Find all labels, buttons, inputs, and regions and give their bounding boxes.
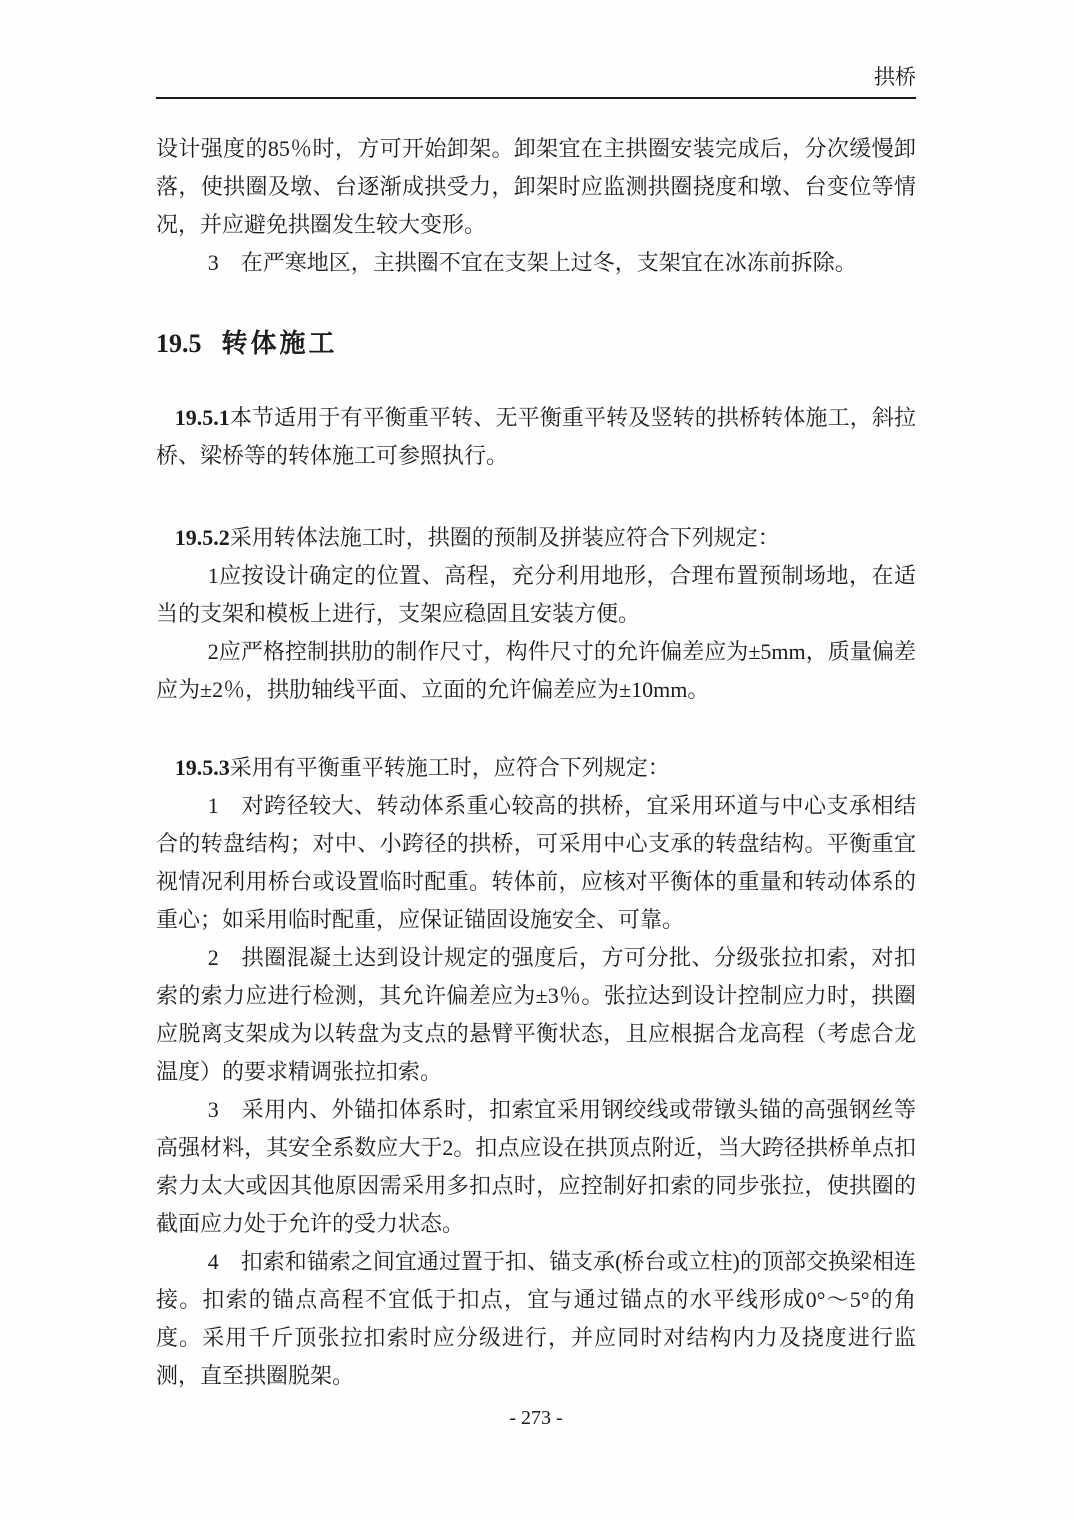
clause-19-5-3 (156, 749, 916, 787)
page-header (156, 0, 916, 97)
clause-19-5-2-number: 19.5.2 (174, 525, 230, 550)
clause-19-5-2-item-1: 1应按设计确定的位置、高程，充分利用地形，合理布置预制场地，在适当的支架和模板上进行，支架应稳固且安装方便。 (156, 563, 916, 626)
paragraph-continued: 设计强度的85％时，方可开始卸架。卸架宜在主拱圈安装完成后，分次缓慢卸落，使拱圈及墩、台逐渐成拱受力，卸架时应监测拱圈挠度和墩、台变位等情况，并应避免拱圈发生较大变形。 (156, 136, 916, 237)
page-footer (156, 1404, 916, 1432)
clause-19-5-3-item-2: 2 拱圈混凝土达到设计规定的强度后，方可分批、分级张拉扣索，对扣索的索力应进行检测，其允许偏差应为±3％。张拉达到设计控制应力时，拱圈应脱离支架成为以转盘为支点的悬臂平衡状态，且应根据合龙高程（考虑合龙温度）的要求精调张拉扣索。 (156, 945, 916, 1084)
clause-19-5-1-number: 19.5.1 (174, 405, 230, 430)
section-title: 转体施工 (221, 328, 338, 358)
clause-19-5-2-text: 采用转体法施工时，拱圈的预制及拼装应符合下列规定： (229, 525, 780, 550)
section-heading (156, 324, 916, 363)
clause-19-5-2-item-2: 2应严格控制拱肋的制作尺寸，构件尺寸的允许偏差应为±5mm，质量偏差应为±2％，拱肋轴线平面、立面的允许偏差应为±10mm。 (156, 639, 916, 702)
clause-19-5-3-text: 采用有平衡重平转施工时，应符合下列规定： (229, 755, 670, 780)
clause-19-5-3-number: 19.5.3 (174, 755, 230, 780)
section-number: 19.5 (156, 329, 202, 358)
clause-19-5-1-text: 本节适用于有平衡重平转、无平衡重平转及竖转的拱桥转体施工，斜拉桥、梁桥等的转体施工可参照执行。 (156, 405, 916, 468)
page-body (156, 130, 916, 1395)
clause-19-5-3-item-3: 3 采用内、外锚扣体系时，扣索宜采用钢绞线或带镦头锚的高强钢丝等高强材料，其安全系数应大于2。扣点应设在拱顶点附近，当大跨径拱桥单点扣索力太大或因其他原因需采用多扣点时，应控制好扣索的同步张拉，使拱圈的截面应力处于允许的受力状态。 (156, 1097, 916, 1236)
page-number: - 273 - (509, 1407, 563, 1429)
header-rule (156, 97, 916, 99)
clause-19-5-3-item-4: 4 扣索和锚索之间宜通过置于扣、锚支承(桥台或立柱)的顶部交换梁相连接。扣索的锚点高程不宜低于扣点，宜与通过锚点的水平线形成0°～5°的角度。采用千斤顶张拉扣索时应分级进行，并应同时对结构内力及挠度进行监测，直至拱圈脱架。 (156, 1249, 916, 1388)
clause-19-5-3-item-1: 1 对跨径较大、转动体系重心较高的拱桥，宜采用环道与中心支承相结合的转盘结构；对中、小跨径的拱桥，可采用中心支承的转盘结构。平衡重宜视情况利用桥台或设置临时配重。转体前，应核对平衡体的重量和转动体系的重心；如采用临时配重，应保证锚固设施安全、可靠。 (156, 793, 916, 932)
numbered-item-3: 3 在严寒地区，主拱圈不宜在支架上过冬，支架宜在冰冻前拆除。 (207, 250, 857, 275)
clause-19-5-1 (156, 399, 916, 475)
running-header-title: 拱桥 (874, 65, 916, 89)
clause-19-5-2 (156, 519, 916, 557)
